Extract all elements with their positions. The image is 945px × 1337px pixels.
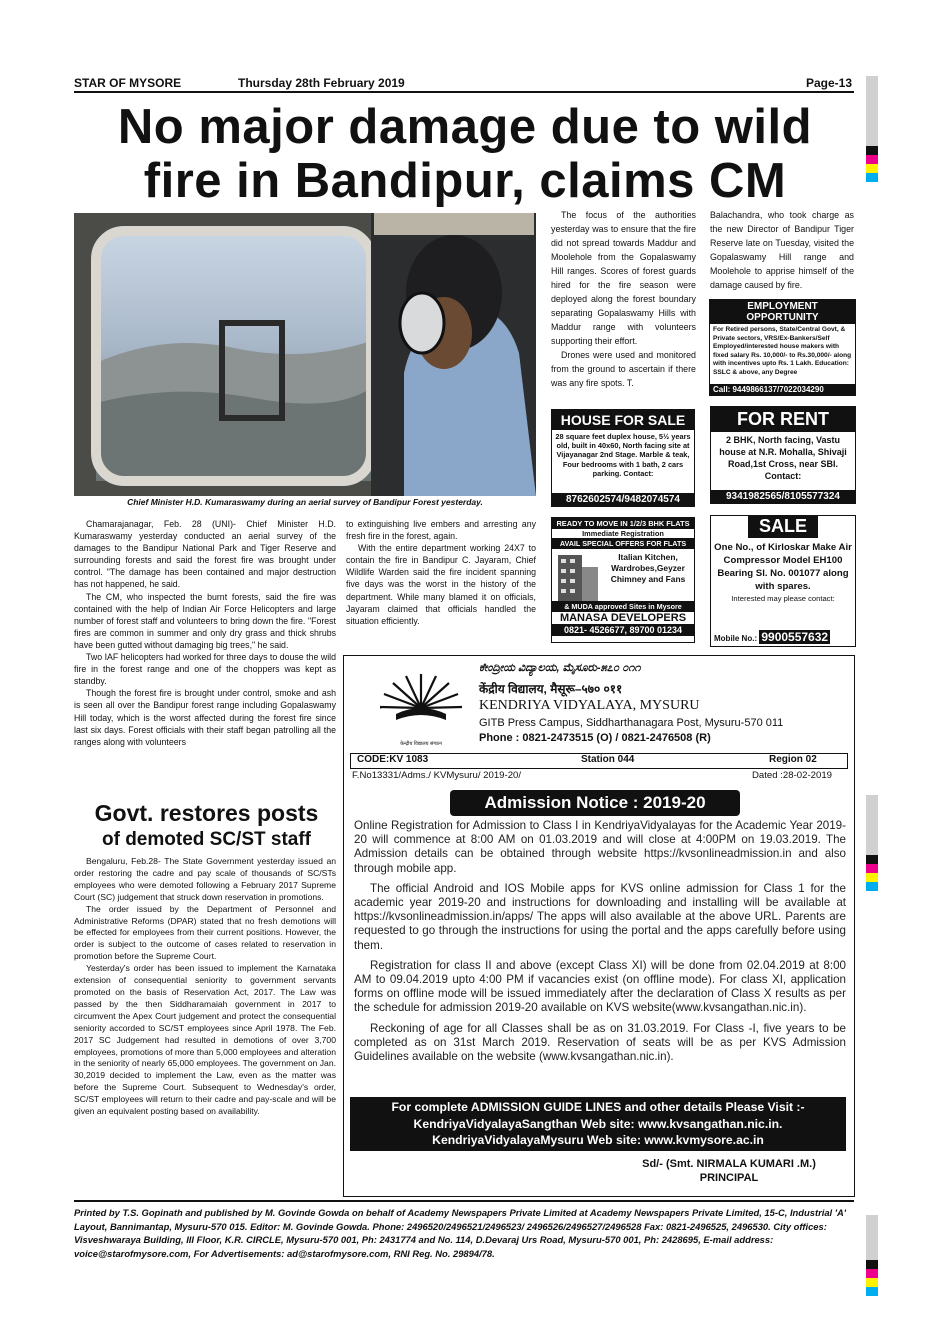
manasa-phone: 0821- 4526677, 89700 01234 bbox=[552, 624, 694, 636]
sale-mobile: 9900557632 bbox=[761, 630, 829, 644]
kv-signature-block bbox=[614, 1157, 844, 1185]
page-number: Page-13 bbox=[806, 76, 853, 90]
lead-headline-line2: fire in Bandipur, claims CM bbox=[143, 154, 787, 208]
kv-kannada-name: ಕೇಂದ್ರೀಯ ವಿದ್ಯಾಲಯ, ಮೈಸೂರು-೫೭೦ ೦೧೧ bbox=[479, 662, 641, 674]
kv-notice-title: Admission Notice : 2019-20 bbox=[450, 790, 740, 816]
sale-note: Interested may please contact: bbox=[731, 594, 835, 603]
employment-title: EMPLOYMENT OPPORTUNITY bbox=[710, 300, 855, 324]
lead-paragraph: With the entire department working 24X7 to contain the fire in Bandipur C. Jayaram, Chief Wildlife Warden said the fire incident spanning five days was the worst in the history of the department. While many blamed it on officials, Jayaram claimed that officials handled the situation efficiently. bbox=[346, 543, 536, 626]
house-sale-phone: 8762602574/9482074574 bbox=[552, 493, 694, 506]
paper-name: STAR OF MYSORE bbox=[74, 76, 182, 90]
kv-admission-notice bbox=[343, 655, 855, 1197]
lead-column-4 bbox=[710, 208, 854, 292]
kv-phone: Phone : 0821-2473515 (O) / 0821-2476508 (R) bbox=[479, 732, 711, 744]
lead-paragraph: The focus of the authorities yesterday was to ensure that the fire did not spread towards Maddur and Moolehole from the Gopalaswamy Hill ranges. Scores of forest guards hired for the fire season were deployed along the forest boundary separating Gopalaswamy Hills with Maddur range with volunteers supporting their effort. bbox=[551, 210, 696, 346]
manasa-features: Italian Kitchen, Wardrobes,Geyzer Chimney and Fans bbox=[610, 552, 686, 584]
kv-english-name: KENDRIYA VIDYALAYA, MYSURU bbox=[479, 698, 700, 713]
lead-headline-line1: No major damage due to wild bbox=[117, 100, 813, 154]
manasa-top: READY TO MOVE IN 1/2/3 BHK FLATS bbox=[552, 518, 694, 529]
sale-ad bbox=[710, 515, 856, 647]
registration-mark-cyan bbox=[866, 1287, 878, 1296]
imprint-footer: Printed by T.S. Gopinath and published by M. Govinde Gowda on behalf of Academy Newspapers Private Limited at Academy Newspapers Private Limited, 15-C, Industrial 'A' Layout, Bannimantap, Mysuru-570 015. Editor: M. Govinde Gowda. Phone: 2496520/2496521/2496523/ 2496526/2496527/2496528 Fax: 0821-2496525, 2496530. City offices: Visveshwaraya Building, III Floor, K.R. CIRCLE, Mysuru-570 001, Ph: 2431774 and No. 114, D.Devaraj Urs Road, Mysuru-570 001, Ph: 2428695, E-mail address: voice@starofmysore.com, For Advertisements: ad@starofmysore.com, RNI Reg. No. 29894/78. bbox=[74, 1207, 846, 1259]
kv-paragraph: The official Android and IOS Mobile apps for KVS online admission for Class 1 for the academic year 2019-20 and instructions for downloading and installing will be available at https://kvsonlineadmission.in/apps/ The apps will also available at the above URL. Parents are requested to go through the instructions for using the portal and the apps carefully before using them. bbox=[354, 881, 846, 952]
registration-mark-magenta bbox=[866, 1269, 878, 1278]
aerial-survey-photo bbox=[74, 213, 536, 496]
registration-mark-yellow bbox=[866, 873, 878, 882]
employment-ad bbox=[709, 299, 856, 396]
registration-mark-cyan bbox=[866, 173, 878, 182]
registration-mark-cyan bbox=[866, 882, 878, 891]
kv-code: CODE:KV 1083 bbox=[357, 754, 429, 765]
kvs-logo-text: केन्द्रीय विद्यालय संगठन bbox=[400, 741, 442, 747]
registration-mark-yellow bbox=[866, 164, 878, 173]
lead-paragraph: Balachandra, who took charge as the new Director of Bandipur Tiger Reserve late on Tuesday, visited the Gopalaswamy Hill range and Moolehole to apprise himself of the damage caused by fire. bbox=[710, 210, 854, 290]
lead-paragraph: The CM, who inspected the burnt forests, said the fire was contained with the help of Indian Air Force Helicopters and large number of forest staff and volunteers to bring down the fire. "Forest fires are common in summer and only dry grass and thick shrubs have been gutted without damaging big trees," he said. bbox=[74, 591, 336, 650]
registration-strip-grey bbox=[866, 1215, 878, 1260]
for-rent-ad bbox=[710, 406, 856, 504]
manasa-muda: & MUDA approved Sites in Mysore bbox=[552, 601, 694, 612]
kv-hindi-name: केंद्रीय विद्यालय, मैसूरू–५७० ०११ bbox=[479, 682, 623, 696]
lead-paragraph: to extinguishing live embers and arresting any fresh fire in the forest, again. bbox=[346, 519, 536, 542]
registration-mark-black bbox=[866, 855, 878, 864]
lead-paragraph: Though the forest fire is brought under control, smoke and ash is seen all over the Bandipur forest range including Gopalaswamy Hill today, which is the worst affected during the forest fire since last six days. Forest officials with their staff began patrolling all the ranges along with volunteers bbox=[74, 688, 336, 747]
registration-strip-grey bbox=[866, 795, 878, 855]
kv-notice-body bbox=[354, 819, 846, 1070]
kv-file-no: F.No13331/Adms./ KVMysuru/ 2019-20/ bbox=[352, 770, 522, 781]
house-sale-body: 28 square feet duplex house, 5½ years old, built in 40x60, North facing site at Vijayanagar 2nd Stage. Marble & teak, Four bedrooms with 1 bath, 2 cars parking. Contact: bbox=[555, 432, 691, 478]
lead-paragraph: Two IAF helicopters had worked for three days to douse the wild fire in the forest range and one of the choppers was kept as standby. bbox=[74, 652, 336, 687]
lead-paragraph: Chamarajanagar, Feb. 28 (UNI)- Chief Minister H.D. Kumaraswamy yesterday conducted an aerial survey of the damages to the Bandipur National Park and Tiger Reserve and surrounding forests and said the forest fire was brought under control. "The damage has been contained and major destruction has not happened, he said. bbox=[74, 519, 336, 590]
kv-paragraph: Reckoning of age for all Classes shall be as on 31.03.2019. For Class -I, five years to be completed as on 31st March 2019. Reservation of seats will be as per KVS Admission Guidelines available on the website (www.kvsangathan.nic.in). bbox=[354, 1021, 846, 1064]
registration-strip-grey bbox=[866, 76, 878, 146]
second-paragraph: Yesterday's order has been issued to implement the Karnataka extension of consequential seniority to government servants promoted on the basis of Reservation Act, 2017. The Law was passed by the then Siddharamaiah government in 2017 to circumvent the Apex Court judgement and protect the consequential seniority accorded to SC/ST employees since April 1978. The Feb. 2017 SC Judgement had resulted in demotions of over 3,700 employees, promotions of more than 5,000 employees and alteration in the seniority of nearly 65,000 employees. The government on Jan. 30,2019 decided to implement the Law, even as the matter was before the Supreme Court. Subsequent to Wednesday's order, SC/ST employees will return to their cadre and pay-scale and will be given an equivalent posting based on availability. bbox=[74, 963, 336, 1117]
sale-title: SALE bbox=[748, 516, 818, 538]
employment-contact: Call: 9449866137/7022034290 bbox=[710, 384, 855, 395]
second-paragraph: The order issued by the Department of Personnel and Administrative Reforms (DPAR) stated that no fresh demotions will be effected for employees from their current positions. However, the order is subject to the outcome of cases related to reservation in promotion before the Supreme Court. bbox=[74, 903, 336, 962]
registration-mark-yellow bbox=[866, 1278, 878, 1287]
sale-mobile-label: Mobile No.: bbox=[714, 634, 758, 643]
for-rent-body: 2 BHK, North facing, Vastu house at N.R. Mohalla, Shivaji Road,1st Cross, near SBI. Contact: bbox=[719, 435, 847, 481]
kv-station: Station 044 bbox=[581, 754, 635, 765]
lead-column-2 bbox=[346, 518, 536, 627]
manasa-developers-ad bbox=[551, 517, 695, 643]
building-icon bbox=[552, 549, 602, 601]
lead-paragraph: Drones were used and monitored from the ground to ascertain if there was any fire spots. T. bbox=[551, 350, 696, 388]
lead-photo bbox=[74, 213, 536, 496]
kv-address: GITB Press Campus, Siddharthanagara Post, Mysuru-570 011 bbox=[479, 717, 784, 729]
second-headline-line1: Govt. restores posts bbox=[94, 800, 319, 826]
registration-mark-magenta bbox=[866, 155, 878, 164]
lead-column-3 bbox=[551, 208, 696, 390]
kv-signature: Sd/- (Smt. NIRMALA KUMARI .M.) bbox=[642, 1158, 816, 1170]
kv-paragraph: Registration for class II and above (except Class XI) will be done from 02.04.2019 at 8:00 AM to 09.04.2019 upto 4:00 PM if vacancies exist (on offline mode). For class XI, application forms on offline mode will be issued immediately after the declaration of Class X results as per the schedule for admission 2019-20 available on KVS website(www.kvsangathan.nic.in). bbox=[354, 958, 846, 1015]
registration-mark-black bbox=[866, 1260, 878, 1269]
manasa-name: MANASA DEVELOPERS bbox=[559, 612, 687, 624]
kv-guideline-banner bbox=[350, 1097, 846, 1151]
manasa-offer: AVAIL SPECIAL OFFERS FOR FLATS bbox=[552, 538, 694, 549]
house-sale-title: HOUSE FOR SALE bbox=[552, 410, 694, 430]
kv-paragraph: Online Registration for Admission to Class I in KendriyaVidyalayas for the Academic Year 2019-20 will commence at 8:00 AM on 01.03.2019 and will close at 4:00PM on 19.03.2019. The Admission details can be obtained through website https://kvsonlineadmission.in and also through mobile app. bbox=[354, 819, 846, 875]
registration-mark-black bbox=[866, 146, 878, 155]
lead-column-1 bbox=[74, 518, 336, 748]
manasa-top2: Immediate Registration bbox=[582, 529, 664, 538]
kv-dated: Dated :28-02-2019 bbox=[752, 770, 833, 781]
issue-date: Thursday 28th February 2019 bbox=[238, 76, 405, 90]
second-story-body bbox=[74, 856, 336, 1118]
for-rent-phone: 9341982565/8105577324 bbox=[711, 490, 855, 503]
kv-banner-line3: KendriyaVidyalayaMysuru Web site: www.kvmysore.ac.in bbox=[432, 1133, 764, 1148]
lead-headline bbox=[70, 100, 860, 208]
house-sale-ad bbox=[551, 409, 695, 507]
second-headline-line2: of demoted SC/ST staff bbox=[101, 829, 311, 850]
kv-region: Region 02 bbox=[769, 754, 817, 765]
kv-banner-line2: KendriyaVidyalayaSangthan Web site: www.kvsangathan.nic.in. bbox=[413, 1116, 783, 1131]
registration-mark-magenta bbox=[866, 864, 878, 873]
second-paragraph: Bengaluru, Feb.28- The State Government yesterday issued an order restoring the cadre and pay scale of thousands of SC/STs employees who were demoted following a February 2017 Supreme Court (SC) judgement that struck down reservation in promotions. bbox=[74, 856, 336, 902]
kv-banner-line1: For complete ADMISSION GUIDE LINES and other details Please Visit :- bbox=[391, 1100, 805, 1114]
photo-caption: Chief Minister H.D. Kumaraswamy during an aerial survey of Bandipur Forest yesterday. bbox=[127, 497, 483, 507]
kv-principal: PRINCIPAL bbox=[699, 1172, 759, 1184]
masthead-rule bbox=[74, 91, 854, 93]
for-rent-title: FOR RENT bbox=[711, 407, 855, 432]
employment-body: For Retired persons, State/Central Govt, & Private sectors, VRS/Ex-Bankers/Self Employed/interested house makers with fixed salary Rs. 10,000/- to Rs.30,000/- along with incentives upto Rs. 1 Lakh. Education: SSLC & above, any Degree bbox=[713, 326, 852, 376]
footer-rule bbox=[74, 1200, 854, 1202]
sale-body: One No., of Kirloskar Make Air Compressor Model EH100 Bearing Sl. No. 001077 along with spares. bbox=[714, 542, 852, 592]
kv-code-row bbox=[350, 753, 848, 769]
kvs-logo-icon bbox=[376, 670, 466, 747]
